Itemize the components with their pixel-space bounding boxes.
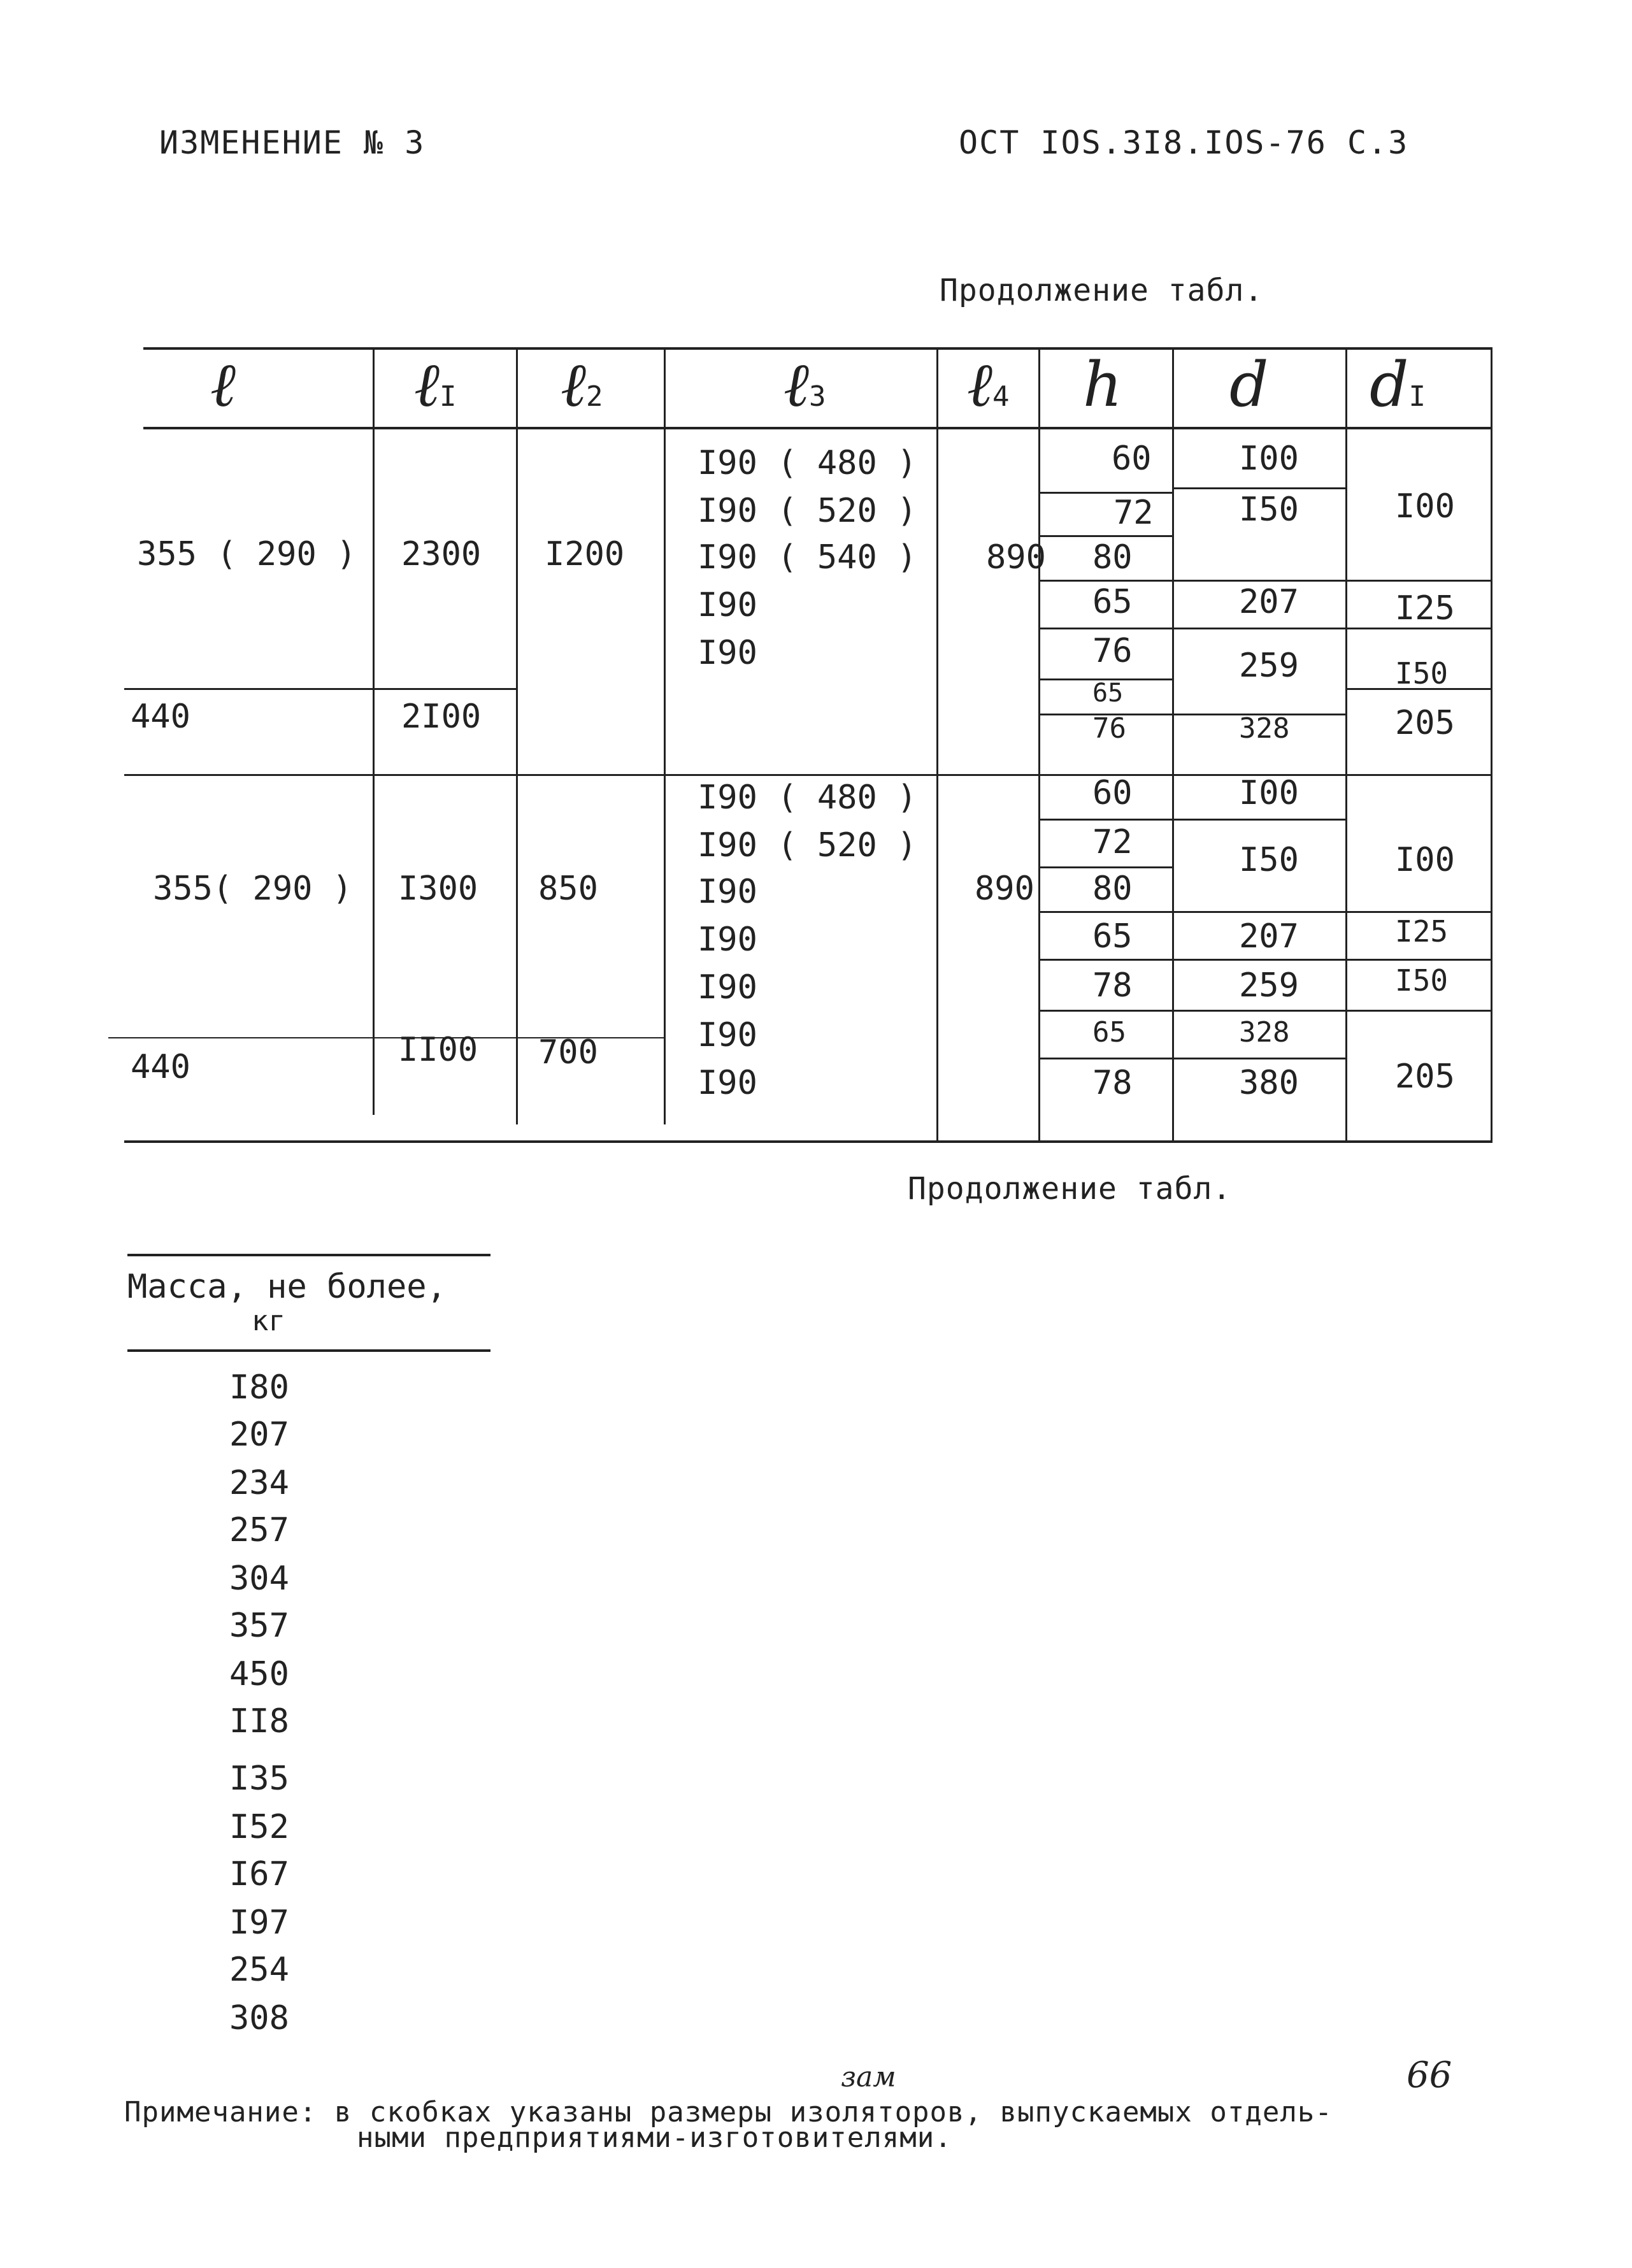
note-line1: Примечание: в скобках указаны размеры изоляторов, выпускаемых отдель- bbox=[124, 2096, 1333, 2128]
col-line-1 bbox=[373, 347, 375, 1115]
mass-value: I35 bbox=[229, 1760, 289, 1798]
b2-h-0: 60 bbox=[1092, 774, 1133, 812]
b2-d-1: I50 bbox=[1239, 841, 1299, 879]
handwritten-mark: зам bbox=[841, 2061, 896, 2093]
col-header-l4: ℓ4 bbox=[967, 349, 1010, 420]
col-line-4 bbox=[936, 347, 938, 1140]
b2-l3-2: I90 bbox=[698, 873, 757, 911]
col-line-5 bbox=[1038, 347, 1040, 1140]
mass-header-line1: Масса, не более, bbox=[127, 1268, 447, 1306]
b2-h-sep-2 bbox=[1038, 866, 1172, 868]
mass-value: II8 bbox=[229, 1702, 289, 1740]
mass-value: 450 bbox=[229, 1655, 289, 1693]
col-header-l: ℓ bbox=[210, 349, 236, 420]
col-header-d: d bbox=[1229, 349, 1269, 420]
col-header-h: h bbox=[1083, 349, 1122, 420]
col-line-7 bbox=[1345, 347, 1347, 1140]
b1-h-0: 60 bbox=[1112, 440, 1152, 478]
continuation-label-top: Продолжение табл. bbox=[940, 273, 1264, 308]
b2-l2-a: 850 bbox=[538, 870, 598, 908]
b2-l-b: 440 bbox=[131, 1048, 190, 1086]
b2-d1-2: I50 bbox=[1395, 963, 1449, 998]
mass-value: I97 bbox=[229, 1904, 289, 1942]
b2-l3-4: I90 bbox=[698, 968, 757, 1007]
b2-d-2: 207 bbox=[1239, 917, 1299, 956]
b2-h-6: 78 bbox=[1092, 1064, 1133, 1102]
continuation-label-bottom: Продолжение табл. bbox=[908, 1171, 1232, 1207]
mass-value: 257 bbox=[229, 1511, 289, 1549]
b1-h-sep-6 bbox=[1038, 714, 1345, 715]
mass-value: I67 bbox=[229, 1855, 289, 1893]
b2-h-1: 72 bbox=[1092, 823, 1133, 861]
mass-value: I52 bbox=[229, 1808, 289, 1846]
b2-l3-5: I90 bbox=[698, 1016, 757, 1054]
b1-d1-0: I00 bbox=[1395, 487, 1455, 526]
col-line-2 bbox=[516, 347, 518, 1124]
b2-d-0: I00 bbox=[1239, 774, 1299, 812]
col-line-3 bbox=[664, 347, 666, 1124]
b1-d-2: 207 bbox=[1239, 583, 1299, 621]
b2-h-sep-6 bbox=[1038, 1058, 1345, 1059]
b1-h-2: 80 bbox=[1092, 538, 1133, 577]
page-number: 66 bbox=[1407, 2055, 1452, 2096]
b2-l4: 890 bbox=[975, 870, 1034, 908]
b1-d-3: 259 bbox=[1239, 647, 1299, 685]
b2-h-sep-3 bbox=[1038, 911, 1491, 913]
col-header-l2: ℓ2 bbox=[561, 349, 603, 420]
col-line-6 bbox=[1172, 347, 1174, 1140]
b2-h-sep-5 bbox=[1038, 1010, 1491, 1012]
col-line-8 bbox=[1491, 347, 1492, 1140]
b1-d1-2: I50 bbox=[1395, 656, 1449, 691]
b2-l3-0: I90 ( 480 ) bbox=[698, 779, 917, 817]
b1-d-1: I50 bbox=[1239, 491, 1299, 529]
b2-l-a: 355( 290 ) bbox=[153, 870, 353, 908]
b2-l3-1: I90 ( 520 ) bbox=[698, 826, 917, 865]
b2-h-4: 78 bbox=[1092, 966, 1133, 1005]
b2-d1-3: 205 bbox=[1395, 1058, 1455, 1096]
b2-d-5: 380 bbox=[1239, 1064, 1299, 1102]
b2-h-sep-1 bbox=[1038, 819, 1345, 821]
b2-d1-0: I00 bbox=[1395, 841, 1455, 879]
b2-l1-a: I300 bbox=[398, 870, 478, 908]
b1-l3-2: I90 ( 540 ) bbox=[698, 538, 917, 577]
b1-h-sep-4 bbox=[1038, 628, 1491, 629]
mass-table-header-rule bbox=[127, 1349, 490, 1352]
b1-l2: I200 bbox=[545, 535, 625, 573]
mass-value: I80 bbox=[229, 1368, 289, 1407]
page-header-right: ОСТ IOS.3I8.IOS-76 C.3 bbox=[959, 124, 1409, 161]
mass-value: 207 bbox=[229, 1416, 289, 1454]
b1-h-4: 76 bbox=[1092, 632, 1133, 670]
b2-d1-1: I25 bbox=[1395, 914, 1449, 949]
b1-h-6: 76 bbox=[1092, 712, 1126, 745]
b1-h-sep-3 bbox=[1038, 580, 1491, 582]
b2-l3-6: I90 bbox=[698, 1064, 757, 1102]
mass-table-top-rule bbox=[127, 1254, 490, 1256]
b2-h-sep-4 bbox=[1038, 959, 1491, 961]
note-line2: ными предприятиями-изготовителями. bbox=[357, 2121, 952, 2154]
b1-h-sep-2 bbox=[1038, 535, 1172, 537]
b2-d-3: 259 bbox=[1239, 966, 1299, 1005]
b1-d-4: 328 bbox=[1239, 712, 1290, 745]
b1-l3-1: I90 ( 520 ) bbox=[698, 492, 917, 530]
b2-d-4: 328 bbox=[1239, 1016, 1290, 1049]
b1-l3-4: I90 bbox=[698, 634, 757, 672]
b1-l-b: 440 bbox=[131, 698, 190, 736]
b1-hd-sep-1 bbox=[1172, 487, 1345, 489]
table-bottom-rule bbox=[124, 1140, 1492, 1143]
col-header-l3: ℓ3 bbox=[784, 349, 826, 420]
b1-h-5: 65 bbox=[1092, 678, 1124, 708]
mass-value: 254 bbox=[229, 1951, 289, 1989]
b1-l1-a: 2300 bbox=[401, 535, 482, 573]
b1-d-0: I00 bbox=[1239, 440, 1299, 478]
mass-value: 357 bbox=[229, 1607, 289, 1645]
mass-value: 234 bbox=[229, 1464, 289, 1502]
mass-value: 304 bbox=[229, 1560, 289, 1598]
b1-l-sep bbox=[124, 688, 517, 690]
mass-value: 308 bbox=[229, 1999, 289, 2037]
b1-l4: 890 bbox=[986, 538, 1046, 577]
b1-l3-0: I90 ( 480 ) bbox=[698, 444, 917, 482]
b1-l1-b: 2I00 bbox=[401, 698, 482, 736]
mass-header-line2: кг bbox=[252, 1305, 285, 1337]
b1-l-a: 355 ( 290 ) bbox=[137, 535, 357, 573]
b2-h-2: 80 bbox=[1092, 870, 1133, 908]
col-header-d1: dI bbox=[1370, 349, 1426, 420]
b2-l2-b: 700 bbox=[538, 1033, 598, 1072]
b2-l3-3: I90 bbox=[698, 921, 757, 959]
b1-h-3: 65 bbox=[1092, 583, 1133, 621]
b1-d1-1: I25 bbox=[1395, 589, 1455, 628]
b2-l1-b: II00 bbox=[398, 1031, 478, 1069]
b2-h-5: 65 bbox=[1092, 1016, 1126, 1049]
page-header-left: ИЗМЕНЕНИЕ № 3 bbox=[159, 124, 426, 161]
b1-d1-3: 205 bbox=[1395, 704, 1455, 742]
b1-l3-3: I90 bbox=[698, 586, 757, 624]
b2-h-3: 65 bbox=[1092, 917, 1133, 956]
table-header-rule bbox=[143, 427, 1492, 429]
b1-h-1: 72 bbox=[1113, 494, 1154, 532]
col-header-l1: ℓI bbox=[414, 349, 457, 420]
